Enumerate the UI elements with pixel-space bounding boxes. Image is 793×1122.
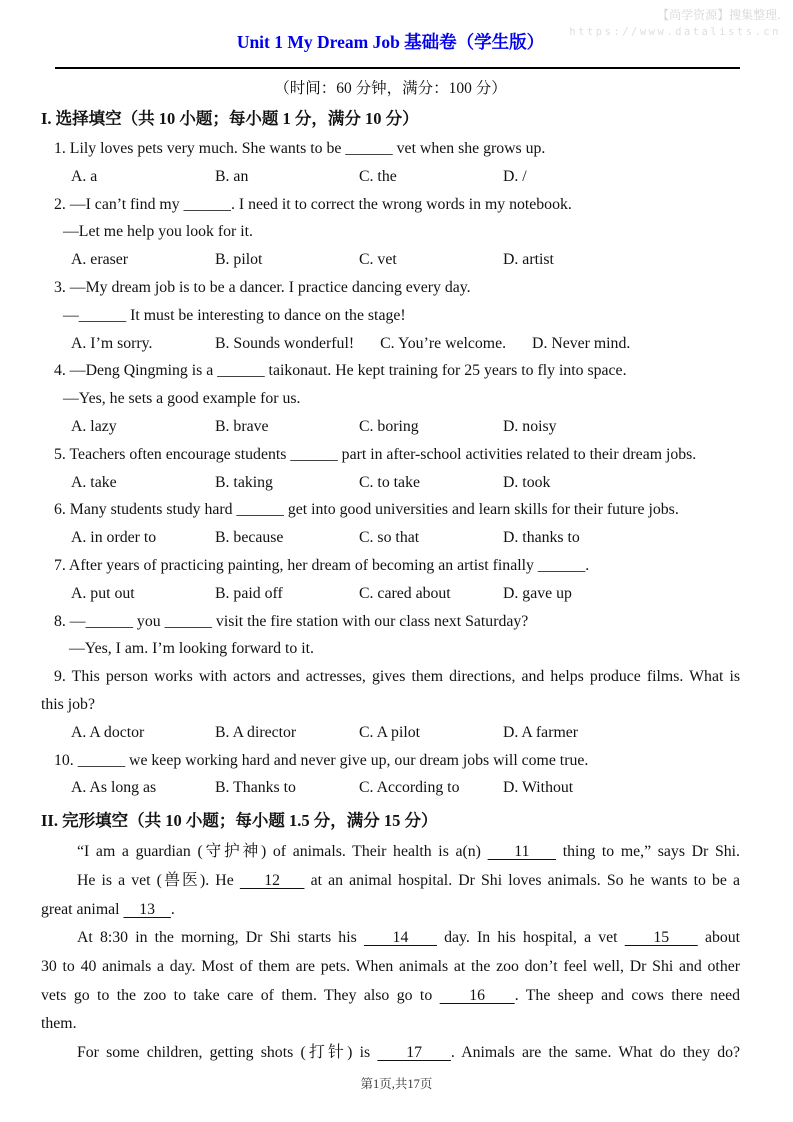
section-1-heading: I. 选择填空（共 10 小题；每小题 1 分，满分 10 分）: [41, 109, 419, 128]
question-9: [41, 663, 740, 746]
option-B: B. paid off: [215, 584, 283, 602]
option-C: C. to take: [359, 473, 420, 491]
page-footer: 第1页,共17页: [360, 1077, 433, 1091]
paper-title: Unit 1 My Dream Job 基础卷（学生版）: [236, 32, 545, 52]
option-A: A. in order to: [71, 529, 157, 547]
option-D: D. noisy: [503, 417, 557, 435]
watermark-source-text: 【尚学资源】搜集整理.: [657, 8, 781, 22]
question-2: [41, 191, 740, 274]
option-B: B. pilot: [215, 251, 263, 269]
option-B: B. Sounds wonderful!: [215, 334, 355, 352]
cloze-blank-12: 12: [239, 871, 305, 889]
question-10: [41, 747, 740, 803]
option-C: C. the: [359, 167, 397, 185]
cloze-line: them.: [41, 1015, 77, 1033]
question-line: 9. This person works with actors and actresses, gives them directions, and helps produce films. What is: [54, 668, 740, 686]
watermark-url-text: https://www.datalists.cn: [569, 26, 781, 38]
option-D: D. artist: [503, 251, 554, 269]
cloze-line: great animal 13 .: [41, 900, 175, 918]
question-line: 5. Teachers often encourage students ______ part in after-school activities related to their dream jobs.: [54, 445, 697, 463]
cloze-line: 30 to 40 animals a day. Most of them are pets. When animals at the zoo don’t feel well, Dr Shi and other: [41, 957, 740, 975]
question-line: 10. ______ we keep working hard and never give up, our dream jobs will come true.: [54, 751, 589, 769]
question-line: 6. Many students study hard ______ get into good universities and learn skills for their future jobs.: [54, 501, 679, 519]
cloze-blank-16: 16: [439, 986, 515, 1004]
option-A: A. I’m sorry.: [71, 334, 153, 352]
cloze-line: At 8:30 in the morning, Dr Shi starts his 14 day. In his hospital, a vet 15 about: [77, 929, 741, 947]
option-D: D. gave up: [503, 584, 572, 602]
option-A: A. eraser: [71, 251, 129, 269]
question-line: —Yes, he sets a good example for us.: [63, 390, 301, 408]
cloze-blank-17: 17: [377, 1044, 451, 1062]
option-C: C. boring: [359, 417, 419, 435]
question-line: 2. —I can’t find my ______. I need it to correct the wrong words in my notebook.: [54, 195, 572, 213]
question-line: —Let me help you look for it.: [63, 223, 253, 241]
question-line: —Yes, I am. I’m looking forward to it.: [69, 640, 314, 658]
cloze-line: “I am a guardian (守护神) of animals. Their health is a(n) 11 thing to me,” says Dr Shi.: [77, 843, 740, 861]
option-A: A. a: [71, 167, 98, 185]
option-C: C. so that: [359, 529, 420, 547]
divider-line: [55, 67, 740, 69]
option-B: B. A director: [215, 723, 297, 741]
option-A: A. take: [71, 473, 117, 491]
question-7: [41, 552, 740, 608]
option-B: B. an: [215, 167, 249, 185]
option-D: D. /: [503, 167, 527, 185]
options-row: [41, 469, 740, 497]
option-B: B. taking: [215, 473, 273, 491]
question-line: 1. Lily loves pets very much. She wants to be ______ vet when she grows up.: [54, 140, 546, 157]
options-row: [41, 719, 740, 747]
option-B: B. because: [215, 529, 284, 547]
cloze-blank-15: 15: [624, 929, 698, 947]
question-line: 4. —Deng Qingming is a ______ taikonaut. He kept training for 25 years to fly into space.: [54, 362, 627, 380]
question-4: [41, 357, 740, 440]
cloze-blank-14: 14: [363, 929, 437, 947]
question-5: [41, 441, 740, 497]
option-D: D. Never mind.: [532, 334, 631, 352]
options-row: [41, 330, 740, 358]
option-C: C. vet: [359, 251, 397, 269]
question-6: [41, 496, 740, 552]
question-line: 7. After years of practicing painting, her dream of becoming an artist finally ______.: [54, 556, 590, 574]
cloze-blank-13: 13: [123, 900, 171, 918]
question-3: [41, 274, 740, 357]
watermark: [569, 7, 781, 41]
options-row: [41, 246, 740, 274]
option-A: A. put out: [71, 584, 135, 602]
options-row: [41, 163, 740, 191]
option-C: C. A pilot: [359, 723, 421, 741]
section-1-questions: [41, 135, 740, 802]
question-line: 8. —______ you ______ visit the fire station with our class next Saturday?: [54, 612, 529, 630]
cloze-line: vets go to the zoo to take care of them. They also go to 16 . The sheep and cows there need: [41, 986, 741, 1004]
option-C: C. According to: [359, 779, 460, 797]
question-line: —______ It must be interesting to dance on the stage!: [63, 306, 406, 324]
option-C: C. You’re welcome.: [380, 334, 507, 352]
question-1: [41, 135, 740, 191]
options-row: [41, 774, 740, 802]
option-D: D. thanks to: [503, 529, 580, 547]
cloze-line: He is a vet (兽医). He 12 at an animal hospital. Dr Shi loves animals. So he wants to be a: [77, 871, 741, 889]
option-B: B. Thanks to: [215, 779, 296, 797]
option-C: C. cared about: [359, 584, 451, 602]
exam-time-score-info: （时间：60 分钟，满分：100 分）: [274, 80, 507, 97]
question-line: 3. —My dream job is to be a dancer. I practice dancing every day.: [54, 278, 471, 296]
question-8: [41, 608, 740, 664]
options-row: [41, 580, 740, 608]
option-A: A. As long as: [71, 779, 157, 797]
option-A: A. lazy: [71, 417, 117, 435]
option-B: B. brave: [215, 417, 269, 435]
option-A: A. A doctor: [71, 723, 145, 741]
section-2-cloze-passage: [41, 838, 740, 1068]
cloze-line: For some children, getting shots (打针) is 17 . Animals are the same. What do they do?: [77, 1044, 741, 1062]
options-row: [41, 413, 740, 441]
option-D: D. Without: [503, 779, 574, 797]
section-2-heading: II. 完形填空（共 10 小题；每小题 1.5 分，满分 15 分）: [41, 811, 438, 831]
option-D: D. A farmer: [503, 723, 579, 741]
options-row: [41, 524, 740, 552]
option-D: D. took: [503, 473, 551, 491]
question-line: this job?: [41, 695, 95, 713]
cloze-blank-11: 11: [487, 843, 557, 861]
